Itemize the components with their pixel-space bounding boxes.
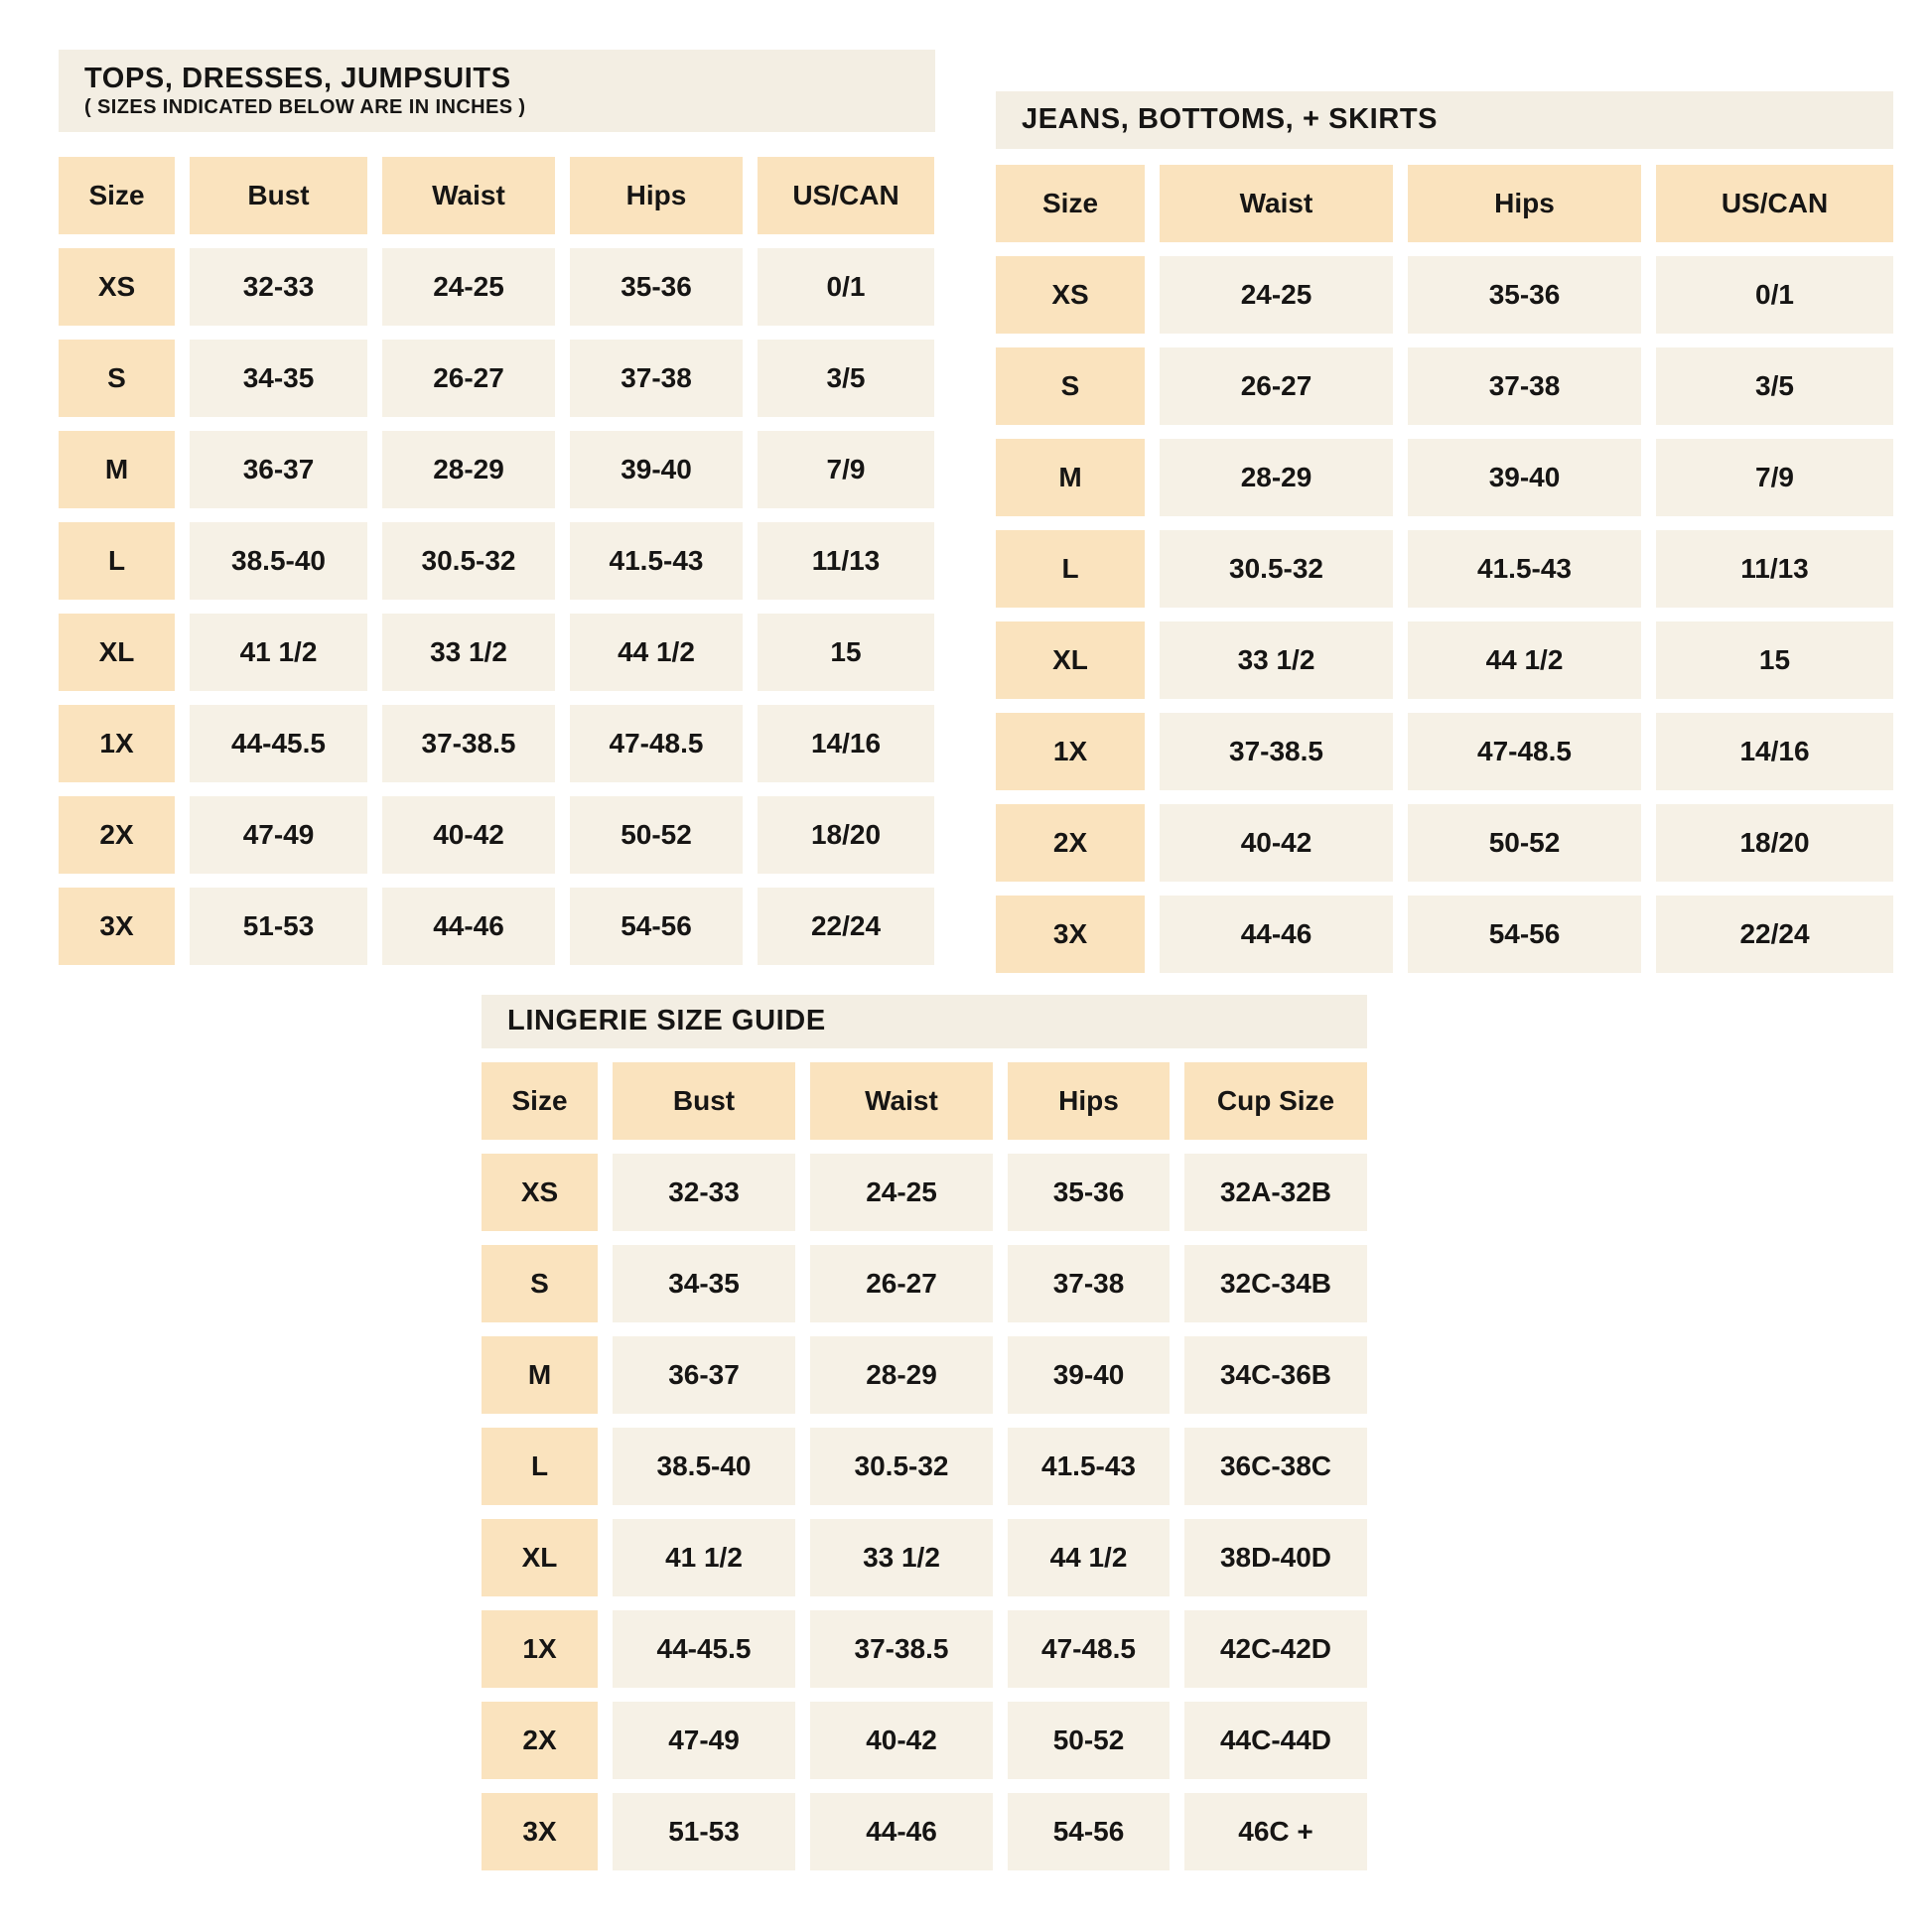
measurement-value: 14/16 — [758, 705, 934, 782]
measurement-value: 44 1/2 — [570, 614, 743, 691]
measurement-value: 47-49 — [190, 796, 367, 874]
column-header-waist: Waist — [1160, 165, 1393, 242]
measurement-value: 28-29 — [382, 431, 555, 508]
measurement-value: 39-40 — [1008, 1336, 1170, 1414]
size-label: M — [482, 1336, 598, 1414]
tops-title: TOPS, DRESSES, JUMPSUITS — [84, 62, 511, 94]
size-label: XL — [996, 621, 1145, 699]
column-header-bust: Bust — [613, 1062, 795, 1140]
measurement-value: 30.5-32 — [382, 522, 555, 600]
size-label: XL — [482, 1519, 598, 1596]
measurement-value: 44-45.5 — [190, 705, 367, 782]
column-header-hips: Hips — [570, 157, 743, 234]
column-header-size: Size — [482, 1062, 598, 1140]
measurement-value: 18/20 — [1656, 804, 1893, 882]
lingerie-title: LINGERIE SIZE GUIDE — [507, 1005, 826, 1037]
measurement-value: 35-36 — [1008, 1154, 1170, 1231]
measurement-value: 0/1 — [758, 248, 934, 326]
measurement-value: 40-42 — [1160, 804, 1393, 882]
measurement-value: 26-27 — [382, 340, 555, 417]
measurement-value: 28-29 — [810, 1336, 993, 1414]
column-header-cup-size: Cup Size — [1184, 1062, 1367, 1140]
column-header-waist: Waist — [382, 157, 555, 234]
measurement-value: 37-38 — [570, 340, 743, 417]
measurement-value: 3/5 — [758, 340, 934, 417]
measurement-value: 41 1/2 — [613, 1519, 795, 1596]
jeans-title-band — [996, 91, 1893, 149]
measurement-value: 33 1/2 — [382, 614, 555, 691]
tops-size-table — [59, 157, 935, 965]
size-label: 2X — [482, 1702, 598, 1779]
size-label: 3X — [59, 888, 175, 965]
measurement-value: 37-38.5 — [382, 705, 555, 782]
measurement-value: 37-38.5 — [810, 1610, 993, 1688]
measurement-value: 41 1/2 — [190, 614, 367, 691]
measurement-value: 32A-32B — [1184, 1154, 1367, 1231]
size-label: S — [59, 340, 175, 417]
measurement-value: 37-38 — [1008, 1245, 1170, 1322]
column-header-bust: Bust — [190, 157, 367, 234]
jeans-size-table — [996, 165, 1893, 973]
measurement-value: 26-27 — [810, 1245, 993, 1322]
measurement-value: 32-33 — [190, 248, 367, 326]
measurement-value: 54-56 — [570, 888, 743, 965]
column-header-size: Size — [59, 157, 175, 234]
size-label: L — [996, 530, 1145, 608]
size-label: XS — [482, 1154, 598, 1231]
column-header-hips: Hips — [1008, 1062, 1170, 1140]
measurement-value: 50-52 — [1008, 1702, 1170, 1779]
size-label: M — [59, 431, 175, 508]
measurement-value: 36C-38C — [1184, 1428, 1367, 1505]
size-label: S — [996, 347, 1145, 425]
measurement-value: 38.5-40 — [613, 1428, 795, 1505]
measurement-value: 22/24 — [758, 888, 934, 965]
measurement-value: 32-33 — [613, 1154, 795, 1231]
measurement-value: 14/16 — [1656, 713, 1893, 790]
measurement-value: 24-25 — [810, 1154, 993, 1231]
size-label: XS — [996, 256, 1145, 334]
column-header-us-can: US/CAN — [758, 157, 934, 234]
measurement-value: 28-29 — [1160, 439, 1393, 516]
measurement-value: 54-56 — [1408, 896, 1641, 973]
measurement-value: 44C-44D — [1184, 1702, 1367, 1779]
measurement-value: 34-35 — [190, 340, 367, 417]
measurement-value: 38.5-40 — [190, 522, 367, 600]
lingerie-table-section — [482, 995, 1367, 1870]
measurement-value: 26-27 — [1160, 347, 1393, 425]
measurement-value: 44-45.5 — [613, 1610, 795, 1688]
measurement-value: 37-38 — [1408, 347, 1641, 425]
size-label: 3X — [996, 896, 1145, 973]
measurement-value: 44-46 — [810, 1793, 993, 1870]
size-label: 2X — [996, 804, 1145, 882]
tops-title-band — [59, 50, 935, 132]
measurement-value: 34-35 — [613, 1245, 795, 1322]
measurement-value: 42C-42D — [1184, 1610, 1367, 1688]
measurement-value: 47-48.5 — [1008, 1610, 1170, 1688]
measurement-value: 36-37 — [613, 1336, 795, 1414]
measurement-value: 22/24 — [1656, 896, 1893, 973]
measurement-value: 11/13 — [758, 522, 934, 600]
measurement-value: 50-52 — [1408, 804, 1641, 882]
measurement-value: 41.5-43 — [570, 522, 743, 600]
measurement-value: 30.5-32 — [1160, 530, 1393, 608]
size-label: 3X — [482, 1793, 598, 1870]
measurement-value: 0/1 — [1656, 256, 1893, 334]
size-label: XS — [59, 248, 175, 326]
lingerie-size-table — [482, 1062, 1367, 1870]
measurement-value: 44-46 — [382, 888, 555, 965]
size-label: 1X — [482, 1610, 598, 1688]
measurement-value: 24-25 — [1160, 256, 1393, 334]
measurement-value: 51-53 — [190, 888, 367, 965]
measurement-value: 15 — [1656, 621, 1893, 699]
measurement-value: 47-49 — [613, 1702, 795, 1779]
measurement-value: 44 1/2 — [1408, 621, 1641, 699]
measurement-value: 51-53 — [613, 1793, 795, 1870]
measurement-value: 32C-34B — [1184, 1245, 1367, 1322]
measurement-value: 30.5-32 — [810, 1428, 993, 1505]
measurement-value: 39-40 — [570, 431, 743, 508]
measurement-value: 47-48.5 — [570, 705, 743, 782]
jeans-title: JEANS, BOTTOMS, + SKIRTS — [1022, 103, 1439, 136]
column-header-us-can: US/CAN — [1656, 165, 1893, 242]
tops-table-section — [59, 50, 935, 965]
size-label: 1X — [996, 713, 1145, 790]
size-label: M — [996, 439, 1145, 516]
measurement-value: 24-25 — [382, 248, 555, 326]
size-label: L — [482, 1428, 598, 1505]
lingerie-title-band — [482, 995, 1367, 1048]
column-header-hips: Hips — [1408, 165, 1641, 242]
size-label: L — [59, 522, 175, 600]
measurement-value: 46C + — [1184, 1793, 1367, 1870]
measurement-value: 33 1/2 — [1160, 621, 1393, 699]
measurement-value: 35-36 — [570, 248, 743, 326]
jeans-table-section — [996, 91, 1893, 973]
size-label: XL — [59, 614, 175, 691]
measurement-value: 37-38.5 — [1160, 713, 1393, 790]
measurement-value: 11/13 — [1656, 530, 1893, 608]
measurement-value: 40-42 — [382, 796, 555, 874]
measurement-value: 50-52 — [570, 796, 743, 874]
size-label: 1X — [59, 705, 175, 782]
measurement-value: 35-36 — [1408, 256, 1641, 334]
measurement-value: 15 — [758, 614, 934, 691]
measurement-value: 47-48.5 — [1408, 713, 1641, 790]
measurement-value: 38D-40D — [1184, 1519, 1367, 1596]
measurement-value: 3/5 — [1656, 347, 1893, 425]
measurement-value: 34C-36B — [1184, 1336, 1367, 1414]
column-header-waist: Waist — [810, 1062, 993, 1140]
measurement-value: 18/20 — [758, 796, 934, 874]
measurement-value: 41.5-43 — [1008, 1428, 1170, 1505]
measurement-value: 40-42 — [810, 1702, 993, 1779]
measurement-value: 7/9 — [1656, 439, 1893, 516]
measurement-value: 44 1/2 — [1008, 1519, 1170, 1596]
column-header-size: Size — [996, 165, 1145, 242]
measurement-value: 54-56 — [1008, 1793, 1170, 1870]
tops-subtitle: ( SIZES INDICATED BELOW ARE IN INCHES ) — [84, 96, 526, 119]
measurement-value: 7/9 — [758, 431, 934, 508]
measurement-value: 44-46 — [1160, 896, 1393, 973]
size-label: S — [482, 1245, 598, 1322]
measurement-value: 41.5-43 — [1408, 530, 1641, 608]
measurement-value: 33 1/2 — [810, 1519, 993, 1596]
size-label: 2X — [59, 796, 175, 874]
measurement-value: 36-37 — [190, 431, 367, 508]
measurement-value: 39-40 — [1408, 439, 1641, 516]
